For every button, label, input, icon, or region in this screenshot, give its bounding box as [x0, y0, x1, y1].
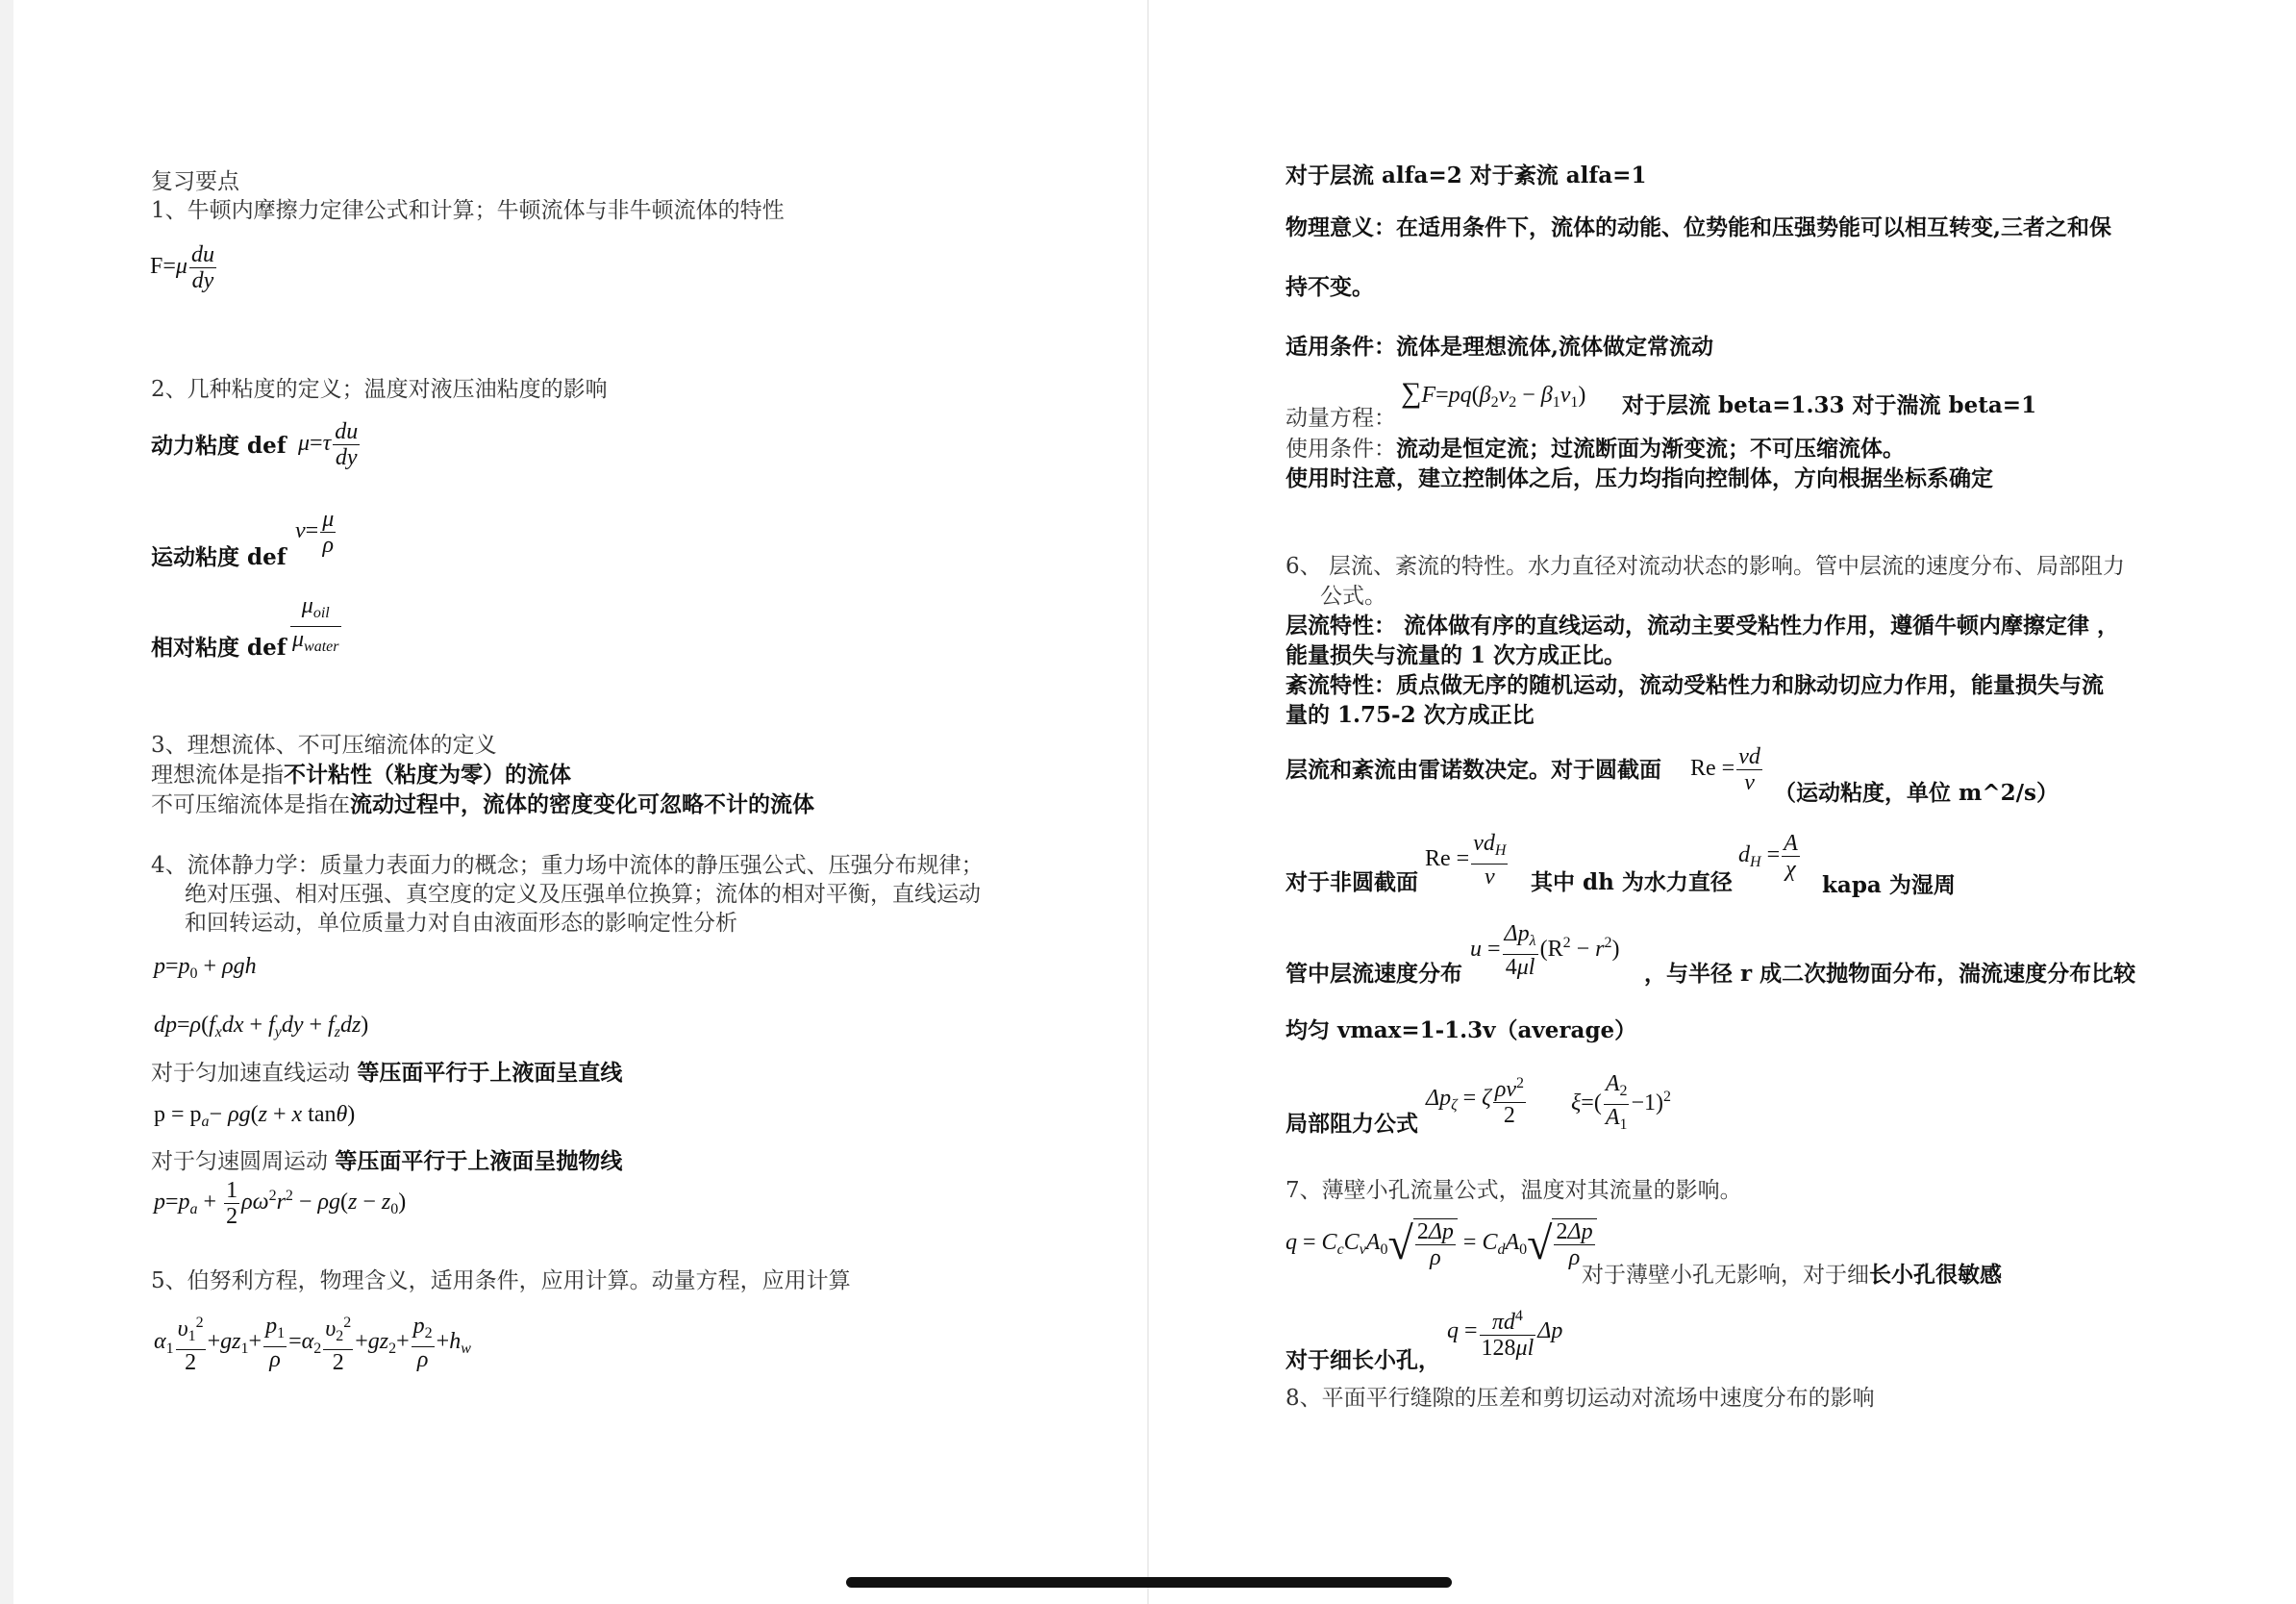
usage-label: 使用条件：	[1285, 437, 1396, 462]
rotation-note	[151, 1147, 622, 1176]
newton-friction-formula: F=μ $\frac{du}{dy}$	[150, 242, 214, 293]
pressure-differential-formula: $dp=\rho(f_xdx + f_ydy + f_zdz)$	[154, 1013, 369, 1040]
orifice-flow-formula: $q = C_cC_vA_0√$ $\frac{2\Delta p}{\rho}$ = $C_dA_0√$ $\frac{2\Delta p}{\rho}$	[1285, 1217, 1597, 1270]
incompressible-fluid-def	[151, 790, 814, 819]
usage-note: 使用时注意，建立控制体之后，压力均指向控制体，方向根据坐标系确定	[1285, 465, 1993, 491]
physical-meaning-line1: 物理意义：在适用条件下，流体的动能、位势能和压强势能可以相互转变,三者之和保	[1285, 214, 2112, 240]
incompressible-pre: 不可压缩流体是指在	[151, 792, 350, 817]
physical-meaning-line2: 持不变。	[1285, 274, 1374, 300]
turbulent-feature-line1: 紊流特性：质点做无序的随机运动，流动受粘性力和脉动切应力作用，能量损失与流	[1285, 672, 2104, 698]
page-heading: 复习要点	[151, 169, 239, 194]
orifice-temperature-note	[1582, 1261, 2002, 1290]
static-pressure-formula: $p=p_0 + \rho gh$	[154, 954, 257, 982]
hydraulic-diameter-formula: $d_H$ = $\frac{A}{\chi}$	[1738, 831, 1798, 882]
viewer-left-edge	[0, 0, 13, 1604]
relative-viscosity-label: 相对粘度 def	[151, 635, 287, 661]
orifice-note-bold: 长小孔很敏感	[1869, 1262, 2002, 1288]
section-4-title-line1: 4、流体静力学：质量力表面力的概念；重力场中流体的静压强公式、压强分布规律；	[151, 853, 984, 878]
laminar-feature-line2: 能量损失与流量的 1 次方成正比。	[1285, 642, 1627, 668]
fraction: $\frac{du}{dy}$	[190, 242, 214, 293]
kinematic-viscosity-formula: ν= $\frac{\mu}{\rho}$	[295, 507, 335, 558]
applicable-conditions: 适用条件：流体是理想流体,流体做定常流动	[1285, 334, 1714, 360]
section-2-title: 2、几种粘度的定义；温度对液压油粘度的影响	[151, 377, 608, 402]
kinematic-viscosity-label: 运动粘度 def	[151, 544, 287, 570]
laminar-velocity-note: ，与半径 r 成二次抛物面分布，湍流速度分布比较	[1644, 961, 2136, 987]
slender-orifice-formula: q = $\frac{\pi d^4}{128\mu l}$ Δp	[1447, 1304, 1562, 1361]
section-3-title: 3、理想流体、不可压缩流体的定义	[151, 733, 497, 758]
linear-acceleration-formula: $p = p_a- \rho g(z + x$ tanθ)	[154, 1102, 356, 1130]
beta-note: 对于层流 beta=1.33 对于湍流 beta=1	[1622, 392, 2037, 418]
reynolds-intro: 层流和紊流由雷诺数决定。对于圆截面	[1285, 757, 1661, 783]
ideal-fluid-pre: 理想流体是指	[151, 763, 284, 788]
section-5-title: 5、伯努利方程，物理含义，适用条件，应用计算。动量方程，应用计算	[151, 1268, 851, 1293]
section-4-title-line2: 绝对压强、相对压强、真空度的定义及压强单位换算；流体的相对平衡，直线运动	[185, 882, 981, 907]
orifice-note-pre: 对于薄壁小孔无影响，对于细	[1582, 1263, 1869, 1288]
linear-acceleration-note	[151, 1059, 622, 1088]
hydraulic-diameter-note: 其中 dh 为水力直径	[1531, 869, 1733, 895]
laminar-velocity-formula: u = $\frac{\Delta p_\lambda}{4\mu l}$ $(R^2 - r^2)$	[1470, 921, 1620, 980]
noncircular-label: 对于非圆截面	[1285, 869, 1418, 895]
section-8-title: 8、平面平行缝隙的压差和剪切运动对流场中速度分布的影响	[1285, 1386, 1875, 1411]
alpha-note: 对于层流 alfa=2 对于紊流 alfa=1	[1285, 163, 1647, 188]
section-6-title-line2: 公式。	[1320, 584, 1386, 609]
reynolds-noncircular-formula: Re = $\frac{vd_H}{\nu}$	[1425, 831, 1507, 890]
rotation-pre: 对于匀速圆周运动	[151, 1149, 328, 1174]
laminar-velocity-label: 管中层流速度分布	[1285, 961, 1462, 987]
linear-bold: 等压面平行于上液面呈直线	[357, 1060, 623, 1086]
usage-conditions	[1285, 435, 1905, 464]
left-page	[13, 0, 1147, 1604]
dynamic-viscosity-formula: μ=τ $\frac{du}{dy}$	[298, 419, 359, 470]
usage-bold: 流动是恒定流；过流断面为渐变流；不可压缩流体。	[1396, 436, 1905, 462]
ideal-fluid-bold: 不计粘性（粘度为零）的流体	[284, 762, 571, 788]
momentum-formula: $\sum F=pq(\beta_2v_2 - \beta_1v_1)$	[1401, 377, 1586, 411]
incompressible-bold: 流动过程中，流体的密度变化可忽略不计的流体	[350, 791, 814, 817]
rotation-formula: $p=p_a$ + $\frac{1}{2}$ $\rho\omega^2r^2 - \rho g(z - z_0)$	[154, 1178, 407, 1229]
section-1-title: 1、牛顿内摩擦力定律公式和计算；牛顿流体与非牛顿流体的特性	[151, 198, 785, 223]
relative-viscosity-formula: $\frac{\mu_{oil}}{\mu_{water}}$	[292, 593, 339, 655]
section-4-title-line3: 和回转运动，单位质量力对自由液面形态的影响定性分析	[185, 911, 737, 936]
dynamic-viscosity-label: 动力粘度 def	[151, 433, 287, 459]
section-7-title: 7、薄壁小孔流量公式，温度对其流量的影响。	[1285, 1178, 1742, 1203]
local-resistance-formula: $\Delta p_\zeta = \zeta$ $\frac{\rho v^2}{2}$	[1426, 1071, 1528, 1128]
reynolds-note: （运动粘度，单位 m^2/s）	[1774, 780, 2059, 806]
section-6-title-line1: 6、 层流、紊流的特性。水力直径对流动状态的影响。管中层流的速度分布、局部阻力	[1285, 554, 2125, 579]
bernoulli-formula: $\alpha_1$ $\frac{\upsilon_1^2}{2}$ $+gz_1+$ $\frac{p_1}{\rho}$ $=\alpha_2$ $\frac{\upsilon_2^2}{2}$ $+gz_2+$ $\frac{p_2}{\rho}$ $+h_w$	[154, 1311, 471, 1375]
ideal-fluid-def	[151, 761, 571, 789]
wetted-perimeter-note: kapa 为湿周	[1822, 872, 1956, 898]
sudden-expansion-formula: ξ=( $\frac{A_2}{A_1}$ −1)$^2$	[1571, 1071, 1672, 1133]
right-page	[1149, 0, 2296, 1604]
laminar-feature-line1: 层流特性： 流体做有序的直线运动，流动主要受粘性力作用，遵循牛顿内摩擦定律 ，	[1285, 613, 2120, 639]
momentum-equation-label: 动量方程：	[1285, 406, 1396, 431]
linear-pre: 对于匀加速直线运动	[151, 1061, 350, 1086]
reynolds-circular-formula: Re = $\frac{vd}{\nu}$	[1690, 744, 1760, 795]
home-indicator[interactable]	[846, 1577, 1452, 1588]
slender-orifice-label: 对于细长小孔，	[1285, 1347, 1440, 1373]
local-resistance-label: 局部阻力公式	[1285, 1111, 1418, 1137]
turbulent-feature-line2: 量的 1.75-2 次方成正比	[1285, 702, 1535, 728]
rotation-bold: 等压面平行于上液面呈抛物线	[335, 1148, 623, 1174]
velocity-ratio-note: 均匀 vmax=1-1.3v（average）	[1285, 1017, 1637, 1043]
